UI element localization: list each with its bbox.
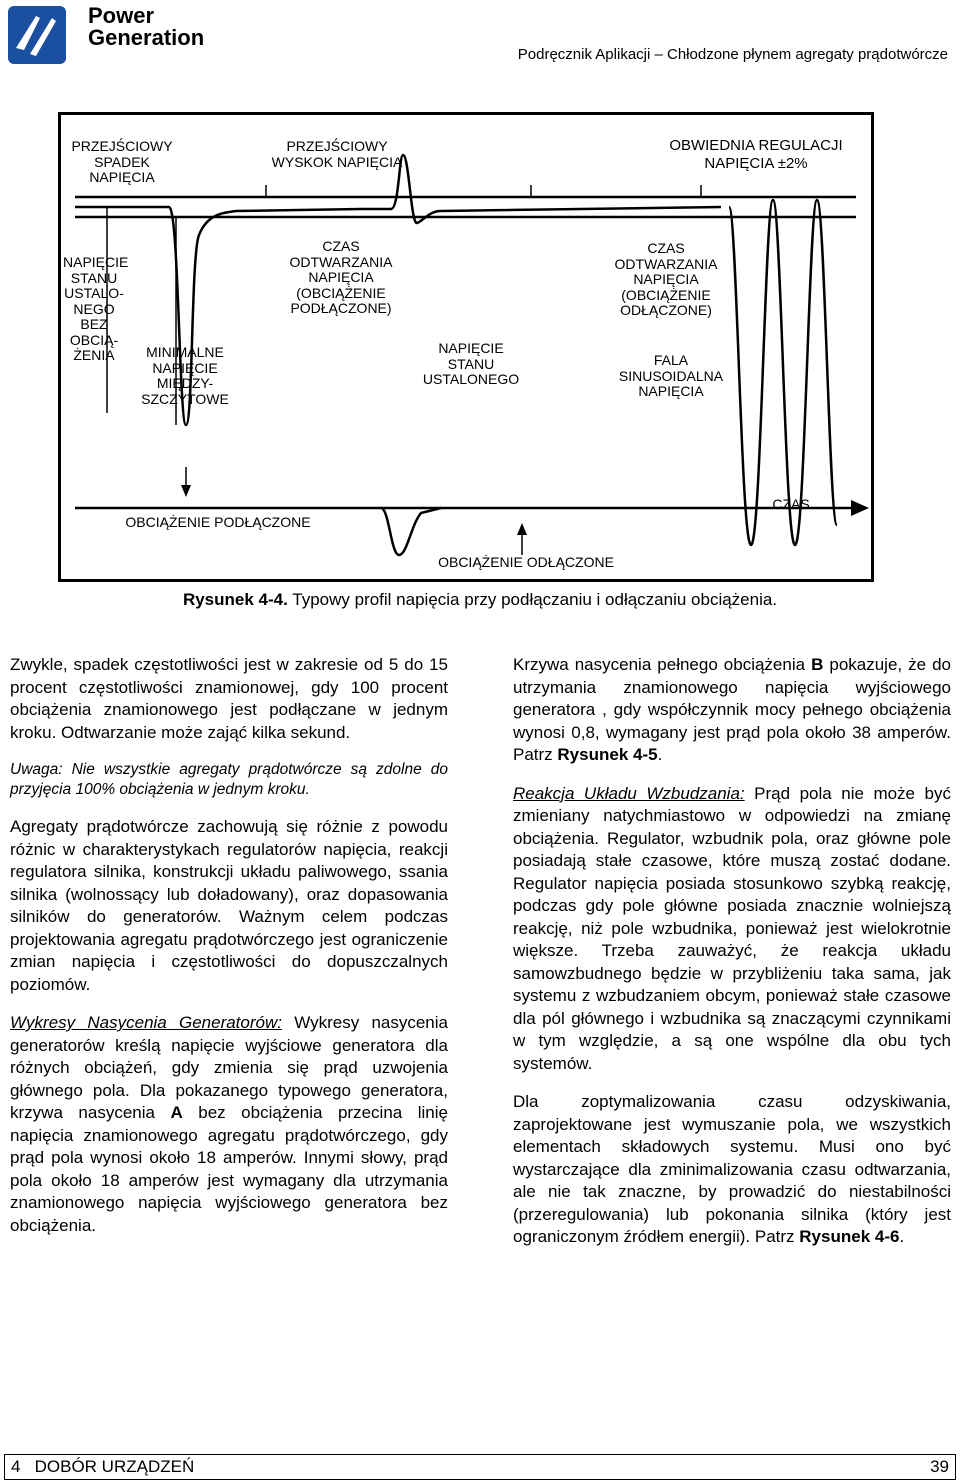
caption-text: Typowy profil napięcia przy podłączaniu i odłączaniu obciążenia. xyxy=(287,590,778,609)
label-recovery-load-on: CZAS ODTWARZANIA NAPIĘCIA (OBCIĄŻENIE PODŁĄCZONE) xyxy=(289,238,393,316)
curve-b-label: B xyxy=(811,655,824,674)
right-paragraph-2 xyxy=(513,783,951,1076)
cummins-logo xyxy=(6,4,68,66)
axis-dip xyxy=(381,508,441,555)
right-p1-end: . xyxy=(657,745,663,764)
left-note: Uwaga: Nie wszystkie agregaty prądotwórcze są zdolne do przyjęcia 100% obciążenia w jednym kroku. xyxy=(10,761,448,798)
right-paragraph-3 xyxy=(513,1091,951,1249)
curve-a-label: A xyxy=(170,1103,183,1122)
right-column xyxy=(513,654,951,1265)
brand-generation: Generation xyxy=(88,25,205,50)
left-paragraph-1: Zwykle, spadek częstotliwości jest w zakresie od 5 do 15 procent częstotliwości znamionowej, gdy 100 procent obciążenia znamionowego jest podłączane w jednym kroku. Odtwarzanie może zająć kilka sekund. xyxy=(10,655,448,742)
figure-4-6-ref: Rysunek 4-6 xyxy=(799,1227,900,1246)
label-load-off: OBCIĄŻENIE ODŁĄCZONE xyxy=(438,554,614,570)
figure-caption xyxy=(0,590,960,610)
left-column xyxy=(10,654,448,1253)
caption-number: Rysunek 4-4. xyxy=(182,590,288,609)
label-time: CZAS xyxy=(772,496,810,512)
brand-power: Power xyxy=(88,3,155,28)
right-p2-text: Prąd pola nie może być zmieniany natychmiastowo w odpowiedzi na zmianę obciążenia. Regulator, wzbudnik pola, oraz główne pole posiadają stałe czasowe, które muszą zostać dodane. Regulator napięcia posiada stosunkowo szybką reakcję, podczas gdy pole główne posiada znacznie wolniejszą reakcję, niż pole wzbudnika, ponieważ jest wielokrotnie większe. Trzeba zauważyć, że reakcja układu samowzbudnego będzie w przybliżeniu taka sama, jak systemu z wzbudzaniem obcym, ponieważ stałe czasowe dla pól głównego i wzbudnika są znaczącymi czynnikami w tym względzie, a są one wspólne dla obu tych systemów. xyxy=(513,783,951,1073)
right-paragraph-1 xyxy=(513,654,951,767)
label-min-peak-voltage: MINIMALNE NAPIĘCIE MIĘDZY- SZCZYTOWE xyxy=(141,344,229,407)
figure-4-5-ref: Rysunek 4-5 xyxy=(557,745,658,764)
saturation-heading: Wykresy Nasycenia Generatorów: xyxy=(10,1013,282,1032)
label-transient-drop: PRZEJŚCIOWY SPADEK NAPIĘCIA xyxy=(71,138,173,185)
right-p1-text-b: pokazuje, że do utrzymania znamionowego napięcia wyjściowego generatora , gdy współczynnik mocy pełnego obciążenia wynosi 0,8, wymagany jest prąd pola około 38 amperów. Patrz xyxy=(513,655,951,764)
left-p3-text-a: Wykresy nasycenia generatorów kreślą napięcie wyjściowe generatora dla różnych obciążeń, gdy zmienia się prąd uzwojenia głównego pola. Dla pokazanego typowego generatora, krzywa nasycenia xyxy=(10,1013,448,1122)
label-sine-wave: FALA SINUSOIDALNA NAPIĘCIA xyxy=(618,352,724,399)
sine-wave xyxy=(729,200,837,545)
page-number: 39 xyxy=(930,1457,949,1476)
label-recovery-load-off: CZAS ODTWARZANIA NAPIĘCIA (OBCIĄŻENIE ODŁĄCZONE) xyxy=(614,240,718,318)
right-p1-text-a: Krzywa nasycenia pełnego obciążenia xyxy=(513,655,812,674)
right-p3-end: . xyxy=(899,1227,905,1246)
footer-section: 4 DOBÓR URZĄDZEŃ xyxy=(11,1457,195,1476)
excitation-heading: Reakcja Układu Wzbudzania: xyxy=(513,783,745,803)
right-p3-text: Dla zoptymalizowania czasu odzyskiwania, zaprojektowane jest wymuszanie pola, we wszystkich elementach składowych systemu. Musi ono być wystarczające dla zminimalizowania czasu odtwarzania, ale nie tak znaczne, by prowadzić do niestabilności (przeregulowania) lub pokonania silnika (który jest ograniczonym źródłem energii). Patrz xyxy=(513,1092,951,1246)
left-paragraph-3 xyxy=(10,1012,448,1237)
time-axis-arrow xyxy=(851,500,869,516)
voltage-profile-figure xyxy=(58,112,874,582)
label-steady-state-voltage: NAPIĘCIE STANU USTALONEGO xyxy=(422,340,520,387)
label-load-on: OBCIĄŻENIE PODŁĄCZONE xyxy=(125,514,311,530)
left-p3-text-b: bez obciążenia przecina linię napięcia znamionowego agregatu prądotwórczego, gdy prąd pola wynosi około 18 amperów. Innymi słowy, prąd pola około 18 amperów jest wymagany dla utrzymania znamionowego napięcia wyjściowego generatora bez obciążenia. xyxy=(10,1103,448,1235)
left-paragraph-2: Agregaty prądotwórcze zachowują się różnie z powodu różnic w charakterystykach regulatorów napięcia, reakcji regulatora silnika, konstrukcji układu paliwowego, ssania silnika (wolnossący lub doładowany), oraz dopasowania silników do generatorów. Ważnym celem podczas projektowania agregatu prądotwórczego jest ograniczenie zmian napięcia i częstotliwości do dopuszczalnych poziomów. xyxy=(10,817,448,994)
label-transient-rise: PRZEJŚCIOWY WYSKOK NAPIĘCIA xyxy=(271,138,403,170)
page-footer xyxy=(4,1454,956,1480)
label-no-load-voltage: NAPIĘCIE STANU USTALO- NEGO BEZ OBCIĄ- ŻENIA xyxy=(63,254,129,363)
label-regulation-envelope: OBWIEDNIA REGULACJI NAPIĘCIA ±2% xyxy=(669,137,843,172)
document-title: Podręcznik Aplikacji – Chłodzone płynem agregaty prądotwórcze xyxy=(517,46,948,63)
